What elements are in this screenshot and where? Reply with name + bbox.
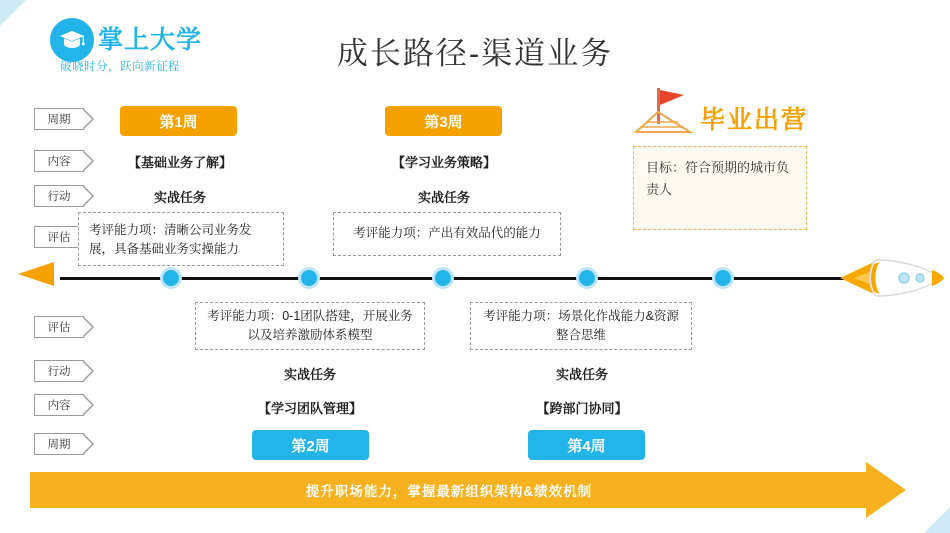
upper-assessment-2: 考评能力项：产出有效品代的能力: [333, 212, 561, 256]
timeline-node-5[interactable]: [712, 267, 734, 289]
week-pill-2[interactable]: 第2周: [252, 430, 369, 460]
upper-content-1: 【基础业务了解】: [127, 155, 232, 170]
upper-assessment-1: 考评能力项：清晰公司业务发展，具备基础业务实操能力: [78, 212, 284, 266]
timeline-node-1[interactable]: [160, 267, 182, 289]
brand-name: 掌上大学: [98, 26, 203, 54]
graduation-label: 毕业出营: [700, 106, 809, 134]
upper-action-2: 实战任务: [417, 190, 470, 205]
row-tag-upper-period: 周期: [34, 108, 84, 130]
timeline-left-arrow: [18, 262, 54, 286]
row-tag-upper-action: 行动: [34, 185, 84, 207]
graduation-goal-box: 目标：符合预期的城市负责人: [633, 146, 807, 230]
bottom-banner-arrow: [866, 462, 906, 518]
timeline-node-2[interactable]: [298, 267, 320, 289]
rocket-icon: [840, 248, 950, 308]
upper-content-2: 【学习业务策略】: [391, 155, 496, 170]
week-pill-1[interactable]: 第1周: [120, 106, 237, 136]
timeline-node-3[interactable]: [432, 267, 454, 289]
page-title: 成长路径-渠道业务: [336, 36, 614, 71]
lower-assessment-2: 考评能力项：场景化作战能力&资源整合思维: [470, 302, 692, 350]
lower-content-1: 【学习团队管理】: [257, 401, 362, 416]
lower-assessment-1: 考评能力项：0-1团队搭建，开展业务以及培养激励体系模型: [195, 302, 425, 350]
row-tag-upper-content: 内容: [34, 150, 84, 172]
row-tag-lower-period: 周期: [34, 433, 84, 455]
corner-decoration-top-left: [0, 0, 26, 26]
week-pill-4[interactable]: 第4周: [528, 430, 645, 460]
timeline-node-4[interactable]: [576, 267, 598, 289]
bottom-banner-text: 提升职场能力，掌握最新组织架构&绩效机制: [305, 484, 593, 499]
row-tag-lower-content: 内容: [34, 394, 84, 416]
row-tag-lower-action: 行动: [34, 360, 84, 382]
lower-action-1: 实战任务: [283, 367, 336, 382]
flag-icon: [630, 86, 696, 138]
lower-action-2: 实战任务: [555, 367, 608, 382]
row-tag-lower-assessment: 评估: [34, 316, 84, 338]
corner-decoration-bottom-right: [924, 507, 950, 533]
lower-content-2: 【跨部门协同】: [536, 401, 628, 416]
brand-slogan: 破晓时分，跃向新征程: [60, 61, 180, 73]
upper-action-1: 实战任务: [153, 190, 206, 205]
week-pill-3[interactable]: 第3周: [385, 106, 502, 136]
row-tag-upper-assessment: 评估: [34, 226, 84, 248]
